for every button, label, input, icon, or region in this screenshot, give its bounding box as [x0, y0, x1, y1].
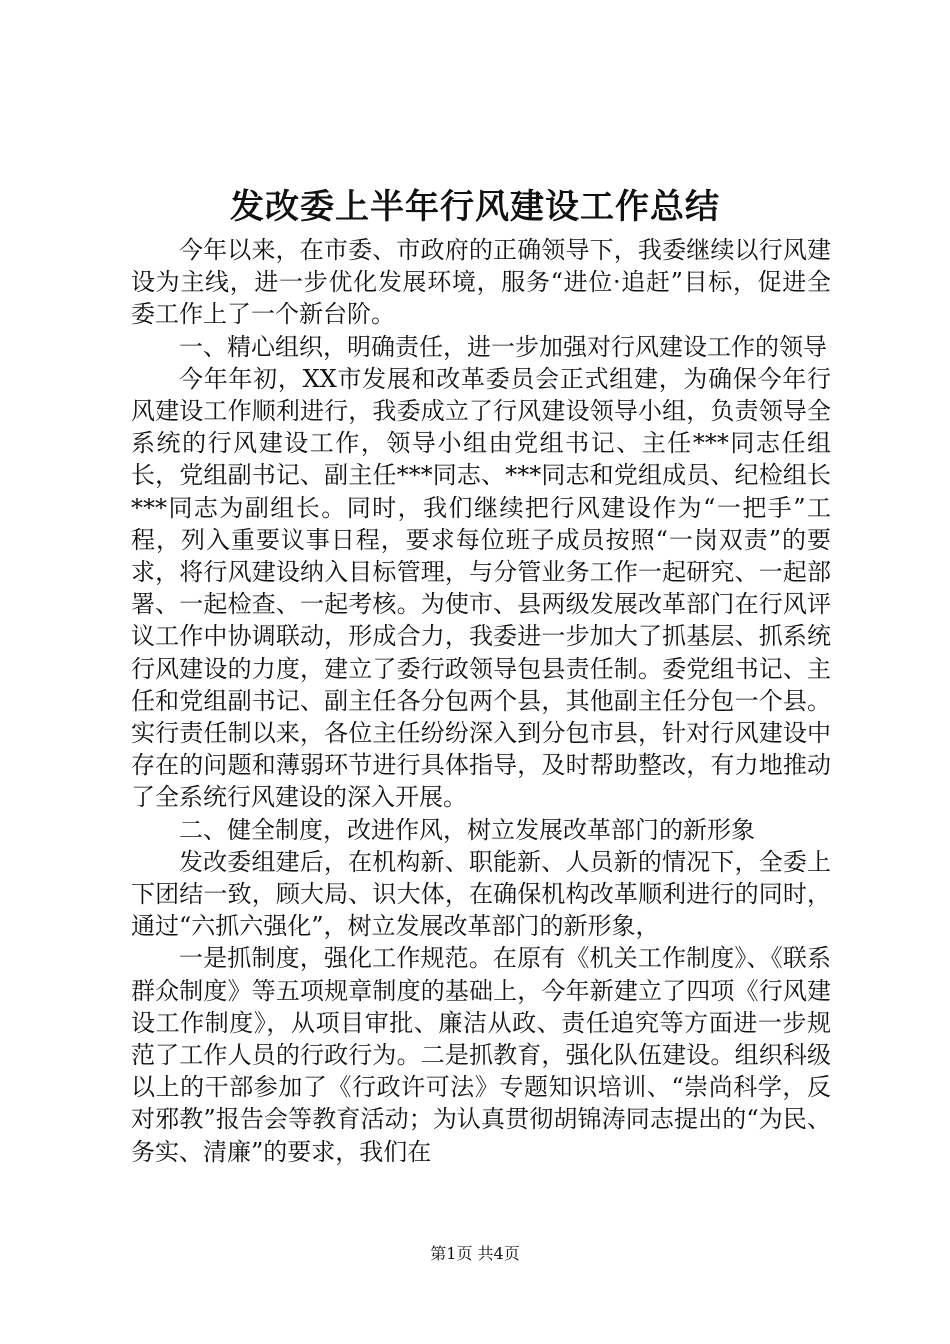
document-title: 发改委上半年行风建设工作总结 — [230, 187, 720, 227]
document-body — [131, 234, 831, 1168]
section-heading-1: 一、精心组织，明确责任，进一步加强对行风建设工作的领导 — [179, 332, 827, 361]
paragraph-section-2-intro: 发改委组建后，在机构新、职能新、人员新的情况下，全委上下团结一致，顾大局、识大体，在确保机构改革顺利进行的同时，通过“六抓六强化”，树立发展改革部门的新形象， — [131, 847, 831, 941]
paragraph-section-1: 今年年初，XX市发展和改革委员会正式组建，为确保今年行风建设工作顺利进行，我委成立了行风建设领导小组，负责领导全系统的行风建设工作，领导小组由党组书记、主任***同志任组长，党组副书记、副主任***同志、***同志和党组成员、纪检组长***同志为副组长。同时，我们继续把行风建设作为“一把手”工程，列入重要议事日程，要求每位班子成员按照“一岗双责”的要求，将行风建设纳入目标管理，与分管业务工作一起研究、一起部署、一起检查、一起考核。为使市、县两级发展改革部门在行风评议工作中协调联动，形成合力，我委进一步加大了抓基层、抓系统行风建设的力度，建立了委行政领导包县责任制。委党组书记、主任和党组副书记、副主任各分包两个县，其他副主任分包一个县。实行责任制以来，各位主任纷纷深入到分包市县，针对行风建设中存在的问题和薄弱环节进行具体指导，及时帮助整改，有力地推动了全系统行风建设的深入开展。 — [131, 364, 831, 812]
paragraph-intro: 今年以来，在市委、市政府的正确领导下，我委继续以行风建设为主线，进一步优化发展环境，服务“进位·追赶”目标，促进全委工作上了一个新台阶。 — [131, 236, 831, 329]
page-number-footer: 第1页 共4页 — [430, 1244, 520, 1263]
section-heading-2: 二、健全制度，改进作风，树立发展改革部门的新形象 — [179, 815, 755, 844]
paragraph-section-2-detail: 一是抓制度，强化工作规范。在原有《机关工作制度》、《联系群众制度》等五项规章制度的基础上，今年新建立了四项《行风建设工作制度》，从项目审批、廉洁从政、责任追究等方面进一步规范了工作人员的行政行为。二是抓教育，强化队伍建设。组织科级以上的干部参加了《行政许可法》专题知识培训、“崇尚科学，反对邪教”报告会等教育活动；为认真贯彻胡锦涛同志提出的“为民、务实、清廉”的要求，我们在 — [131, 944, 831, 1166]
